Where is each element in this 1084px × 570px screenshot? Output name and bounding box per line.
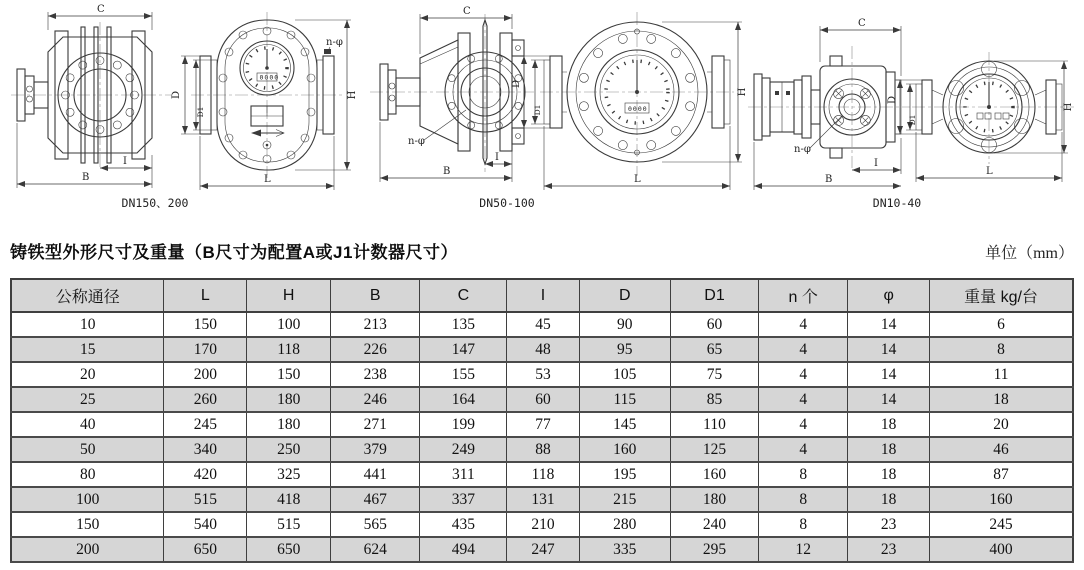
table-cell: 18 xyxy=(930,387,1073,412)
table-cell: 20 xyxy=(930,412,1073,437)
table-cell: 150 xyxy=(11,512,164,537)
table-cell: 80 xyxy=(11,462,164,487)
table-header-cell: C xyxy=(420,279,507,312)
table-cell: 110 xyxy=(670,412,758,437)
table-row xyxy=(11,412,1073,437)
table-cell: 87 xyxy=(930,462,1073,487)
dim-label-b: B xyxy=(82,172,90,183)
section-titlebar xyxy=(10,238,1074,263)
table-row xyxy=(11,362,1073,387)
table-cell: 20 xyxy=(11,362,164,387)
table-cell: 8 xyxy=(759,487,848,512)
table-cell: 18 xyxy=(848,487,930,512)
table-cell: 4 xyxy=(759,362,848,387)
drawing-dn50-100 xyxy=(362,0,748,222)
table-cell: 650 xyxy=(164,537,247,562)
table-cell: 515 xyxy=(247,512,331,537)
table-row xyxy=(11,387,1073,412)
table-cell: 18 xyxy=(848,437,930,462)
table-cell: 100 xyxy=(247,312,331,337)
table-header-row xyxy=(11,279,1073,312)
table-cell: 150 xyxy=(247,362,331,387)
dim-label-l: L xyxy=(986,166,993,177)
dimension-table xyxy=(10,278,1074,563)
dim-label-d: D xyxy=(511,79,522,89)
dn10-side-view xyxy=(887,52,1074,182)
dn10-front-view xyxy=(748,18,910,190)
table-cell: 565 xyxy=(331,512,420,537)
table-cell: 45 xyxy=(507,312,579,337)
dim-label-i: I xyxy=(123,156,127,167)
table-cell: 180 xyxy=(670,487,758,512)
dim-label-c: C xyxy=(858,18,866,29)
table-cell: 118 xyxy=(507,462,579,487)
dim-label-b: B xyxy=(443,166,451,177)
table-cell: 6 xyxy=(930,312,1073,337)
table-cell: 85 xyxy=(670,387,758,412)
table-cell: 441 xyxy=(331,462,420,487)
drawing-caption: DN50-100 xyxy=(479,196,535,210)
table-header-cell: D1 xyxy=(670,279,758,312)
table-cell: 420 xyxy=(164,462,247,487)
table-cell: 199 xyxy=(420,412,507,437)
section-title: 铸铁型外形尺寸及重量（B尺寸为配置A或J1计数器尺寸） xyxy=(10,243,458,262)
table-cell: 337 xyxy=(420,487,507,512)
table-cell: 624 xyxy=(331,537,420,562)
table-cell: 23 xyxy=(848,512,930,537)
technical-drawings xyxy=(0,0,1084,228)
flow-arrow xyxy=(251,130,284,137)
table-cell: 60 xyxy=(507,387,579,412)
table-cell: 8 xyxy=(759,462,848,487)
table-header-cell: I xyxy=(507,279,579,312)
table-cell: 340 xyxy=(164,437,247,462)
table-cell: 15 xyxy=(11,337,164,362)
dim-label-b: B xyxy=(825,174,833,185)
table-body xyxy=(11,312,1073,562)
table-header-cell: H xyxy=(247,279,331,312)
dim-label-h: H xyxy=(347,90,358,100)
table-cell: 540 xyxy=(164,512,247,537)
table-cell: 131 xyxy=(507,487,579,512)
table-row xyxy=(11,462,1073,487)
table-cell: 115 xyxy=(579,387,670,412)
dim-label-i: I xyxy=(495,152,499,163)
table-cell: 48 xyxy=(507,337,579,362)
table-cell: 379 xyxy=(331,437,420,462)
table-header-cell: 重量 kg/台 xyxy=(930,279,1073,312)
table-cell: 18 xyxy=(848,462,930,487)
table-header-cell: φ xyxy=(848,279,930,312)
table-cell: 75 xyxy=(670,362,758,387)
table-header-cell: n 个 xyxy=(759,279,848,312)
table-cell: 213 xyxy=(331,312,420,337)
table-cell: 60 xyxy=(670,312,758,337)
table-cell: 467 xyxy=(331,487,420,512)
table-cell: 650 xyxy=(247,537,331,562)
table-row xyxy=(11,487,1073,512)
table-header-cell: B xyxy=(331,279,420,312)
dim-label-d: D xyxy=(171,90,182,100)
table-cell: 4 xyxy=(759,312,848,337)
dim-label-c: C xyxy=(463,6,471,17)
dim-label-l: L xyxy=(634,174,641,185)
table-cell: 325 xyxy=(247,462,331,487)
table-cell: 46 xyxy=(930,437,1073,462)
table-cell: 180 xyxy=(247,387,331,412)
gauge-counter: 0000 xyxy=(628,105,648,113)
table-cell: 160 xyxy=(579,437,670,462)
table-cell: 180 xyxy=(247,412,331,437)
table-cell: 8 xyxy=(930,337,1073,362)
table-cell: 95 xyxy=(579,337,670,362)
table-header-cell: 公称通径 xyxy=(11,279,164,312)
table-cell: 150 xyxy=(164,312,247,337)
table-cell: 311 xyxy=(420,462,507,487)
table-cell: 271 xyxy=(331,412,420,437)
table-cell: 200 xyxy=(164,362,247,387)
table-cell: 245 xyxy=(930,512,1073,537)
dim-label-nphi: n-φ xyxy=(794,144,811,155)
table-cell: 164 xyxy=(420,387,507,412)
drawing-dn150-200 xyxy=(5,0,358,222)
table-cell: 147 xyxy=(420,337,507,362)
table-cell: 280 xyxy=(579,512,670,537)
table-row xyxy=(11,337,1073,362)
table-cell: 4 xyxy=(759,387,848,412)
table-cell: 135 xyxy=(420,312,507,337)
gauge-counter: 0000 xyxy=(259,73,280,82)
table-row xyxy=(11,537,1073,562)
dim-label-nphi: n-φ xyxy=(408,136,425,147)
table-cell: 245 xyxy=(164,412,247,437)
table-cell: 160 xyxy=(670,462,758,487)
table-cell: 40 xyxy=(11,412,164,437)
dim-label-h: H xyxy=(737,87,748,97)
table-cell: 125 xyxy=(670,437,758,462)
table-cell: 215 xyxy=(579,487,670,512)
table-cell: 65 xyxy=(670,337,758,362)
table-header-cell: D xyxy=(579,279,670,312)
table-row xyxy=(11,437,1073,462)
table-cell: 240 xyxy=(670,512,758,537)
dim-label-c: C xyxy=(97,4,105,15)
table-cell: 12 xyxy=(759,537,848,562)
unit-label: 单位（mm） xyxy=(985,245,1074,262)
table-cell: 515 xyxy=(164,487,247,512)
table-cell: 18 xyxy=(848,412,930,437)
table-row xyxy=(11,512,1073,537)
drawing-caption: DN10-40 xyxy=(872,196,922,210)
dim-label-nphi: n-φ xyxy=(326,37,343,48)
table-cell: 100 xyxy=(11,487,164,512)
table-cell: 10 xyxy=(11,312,164,337)
table-cell: 53 xyxy=(507,362,579,387)
table-header-cell: L xyxy=(164,279,247,312)
table-cell: 226 xyxy=(331,337,420,362)
table-cell: 4 xyxy=(759,337,848,362)
dn150-front-view xyxy=(11,4,171,188)
table-cell: 105 xyxy=(579,362,670,387)
table-cell: 200 xyxy=(11,537,164,562)
drawing-dn10-40 xyxy=(744,0,1084,222)
dim-label-i: I xyxy=(874,158,878,169)
dim-label-h: H xyxy=(1063,102,1074,112)
table-cell: 160 xyxy=(930,487,1073,512)
table-cell: 400 xyxy=(930,537,1073,562)
table-cell: 435 xyxy=(420,512,507,537)
table-cell: 90 xyxy=(579,312,670,337)
table-cell: 250 xyxy=(247,437,331,462)
table-cell: 335 xyxy=(579,537,670,562)
dim-label-d: D xyxy=(887,95,898,105)
dim-label-d1: D1 xyxy=(533,104,542,116)
dn50-front-view xyxy=(370,6,534,182)
table-cell: 295 xyxy=(670,537,758,562)
dn150-side-view xyxy=(171,12,358,190)
drawing-caption: DN150、200 xyxy=(121,196,189,210)
table-cell: 118 xyxy=(247,337,331,362)
table-cell: 494 xyxy=(420,537,507,562)
table-cell: 145 xyxy=(579,412,670,437)
table-cell: 50 xyxy=(11,437,164,462)
table-cell: 8 xyxy=(759,512,848,537)
table-cell: 11 xyxy=(930,362,1073,387)
table-cell: 77 xyxy=(507,412,579,437)
table-cell: 155 xyxy=(420,362,507,387)
dim-label-d1: D1 xyxy=(908,114,917,126)
table-cell: 14 xyxy=(848,312,930,337)
table-cell: 170 xyxy=(164,337,247,362)
table-cell: 249 xyxy=(420,437,507,462)
table-cell: 25 xyxy=(11,387,164,412)
table-cell: 14 xyxy=(848,337,930,362)
table-cell: 4 xyxy=(759,412,848,437)
table-cell: 247 xyxy=(507,537,579,562)
table-cell: 14 xyxy=(848,387,930,412)
table-cell: 238 xyxy=(331,362,420,387)
table-cell: 418 xyxy=(247,487,331,512)
dn50-side-view xyxy=(511,12,748,190)
table-cell: 195 xyxy=(579,462,670,487)
dim-label-d1: D1 xyxy=(196,106,205,118)
table-cell: 260 xyxy=(164,387,247,412)
table-cell: 246 xyxy=(331,387,420,412)
dim-label-l: L xyxy=(264,174,271,185)
table-cell: 210 xyxy=(507,512,579,537)
table-row xyxy=(11,312,1073,337)
table-cell: 4 xyxy=(759,437,848,462)
table-cell: 23 xyxy=(848,537,930,562)
table-cell: 14 xyxy=(848,362,930,387)
table-cell: 88 xyxy=(507,437,579,462)
